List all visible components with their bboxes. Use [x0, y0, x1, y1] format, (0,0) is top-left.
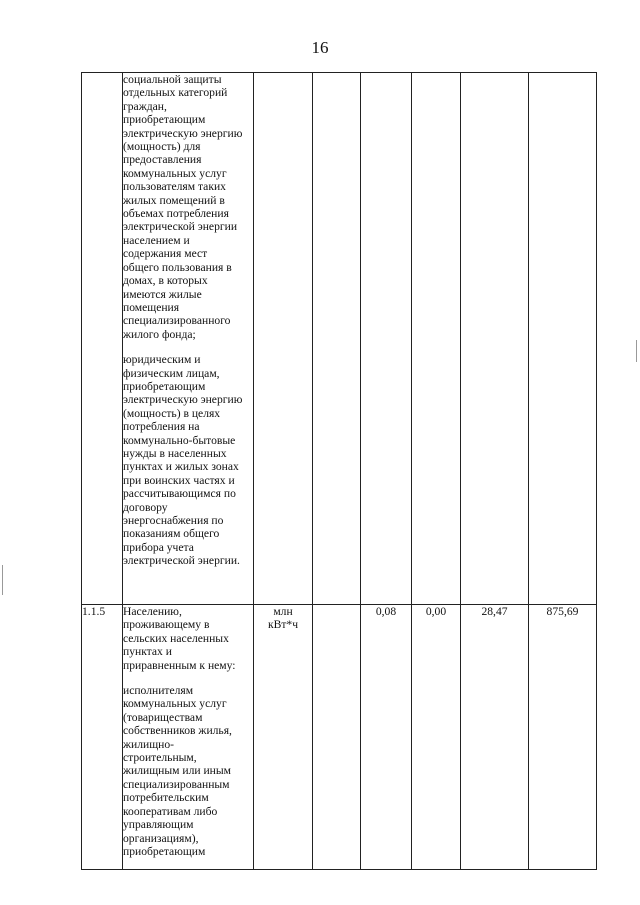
description-paragraph: юридическим и физическим лицам, приобретающим электрическую энергию (мощность) в целях потребления на коммунально-бытовые нужды в населенных пунктах и жилых зонах при воинских частях и рассчитывающимся по договору энергоснабжения по показаниям общего прибора учета электрической энергии. — [123, 353, 243, 568]
value-cell — [313, 605, 361, 870]
description-paragraph: социальной защиты отдельных категорий граждан, приобретающим электрическую энергию (мощность) для предоставления коммунальных услуг пользователям таких жилых помещений в объемах потребления электрической энергии населением и содержания мест общего пользования в домах, в которых имеются жилые помещения специализированного жилого фонда; — [123, 73, 243, 341]
description-paragraph: исполнителям коммунальных услуг (товариществам собственников жилья, жилищно- строительным, жилищным или иным специализированным потребительским кооперативам либо управляющим организациям), приобретающим — [123, 684, 232, 858]
row-number: 1.1.5 — [82, 605, 123, 870]
value-cell: 0,00 — [412, 605, 461, 870]
row-description — [123, 605, 254, 870]
scan-edge-mark — [636, 340, 637, 362]
description-paragraph: Населению, проживающему в сельских населенных пунктах и приравненным к нему: — [123, 605, 236, 672]
value-cell: 28,47 — [461, 605, 529, 870]
scan-edge-mark — [2, 565, 3, 595]
value-cell — [529, 73, 597, 605]
value-cell: 0,08 — [361, 605, 412, 870]
value-cell — [361, 73, 412, 605]
table-row — [82, 73, 597, 605]
row-unit — [254, 73, 313, 605]
value-cell — [313, 73, 361, 605]
value-cell: 875,69 — [529, 605, 597, 870]
value-cell — [461, 73, 529, 605]
row-unit: млн кВт*ч — [254, 605, 313, 870]
tariff-table — [81, 72, 597, 870]
table-row — [82, 605, 597, 870]
value-cell — [412, 73, 461, 605]
row-description — [123, 73, 254, 605]
row-number — [82, 73, 123, 605]
page-number: 16 — [311, 38, 329, 57]
